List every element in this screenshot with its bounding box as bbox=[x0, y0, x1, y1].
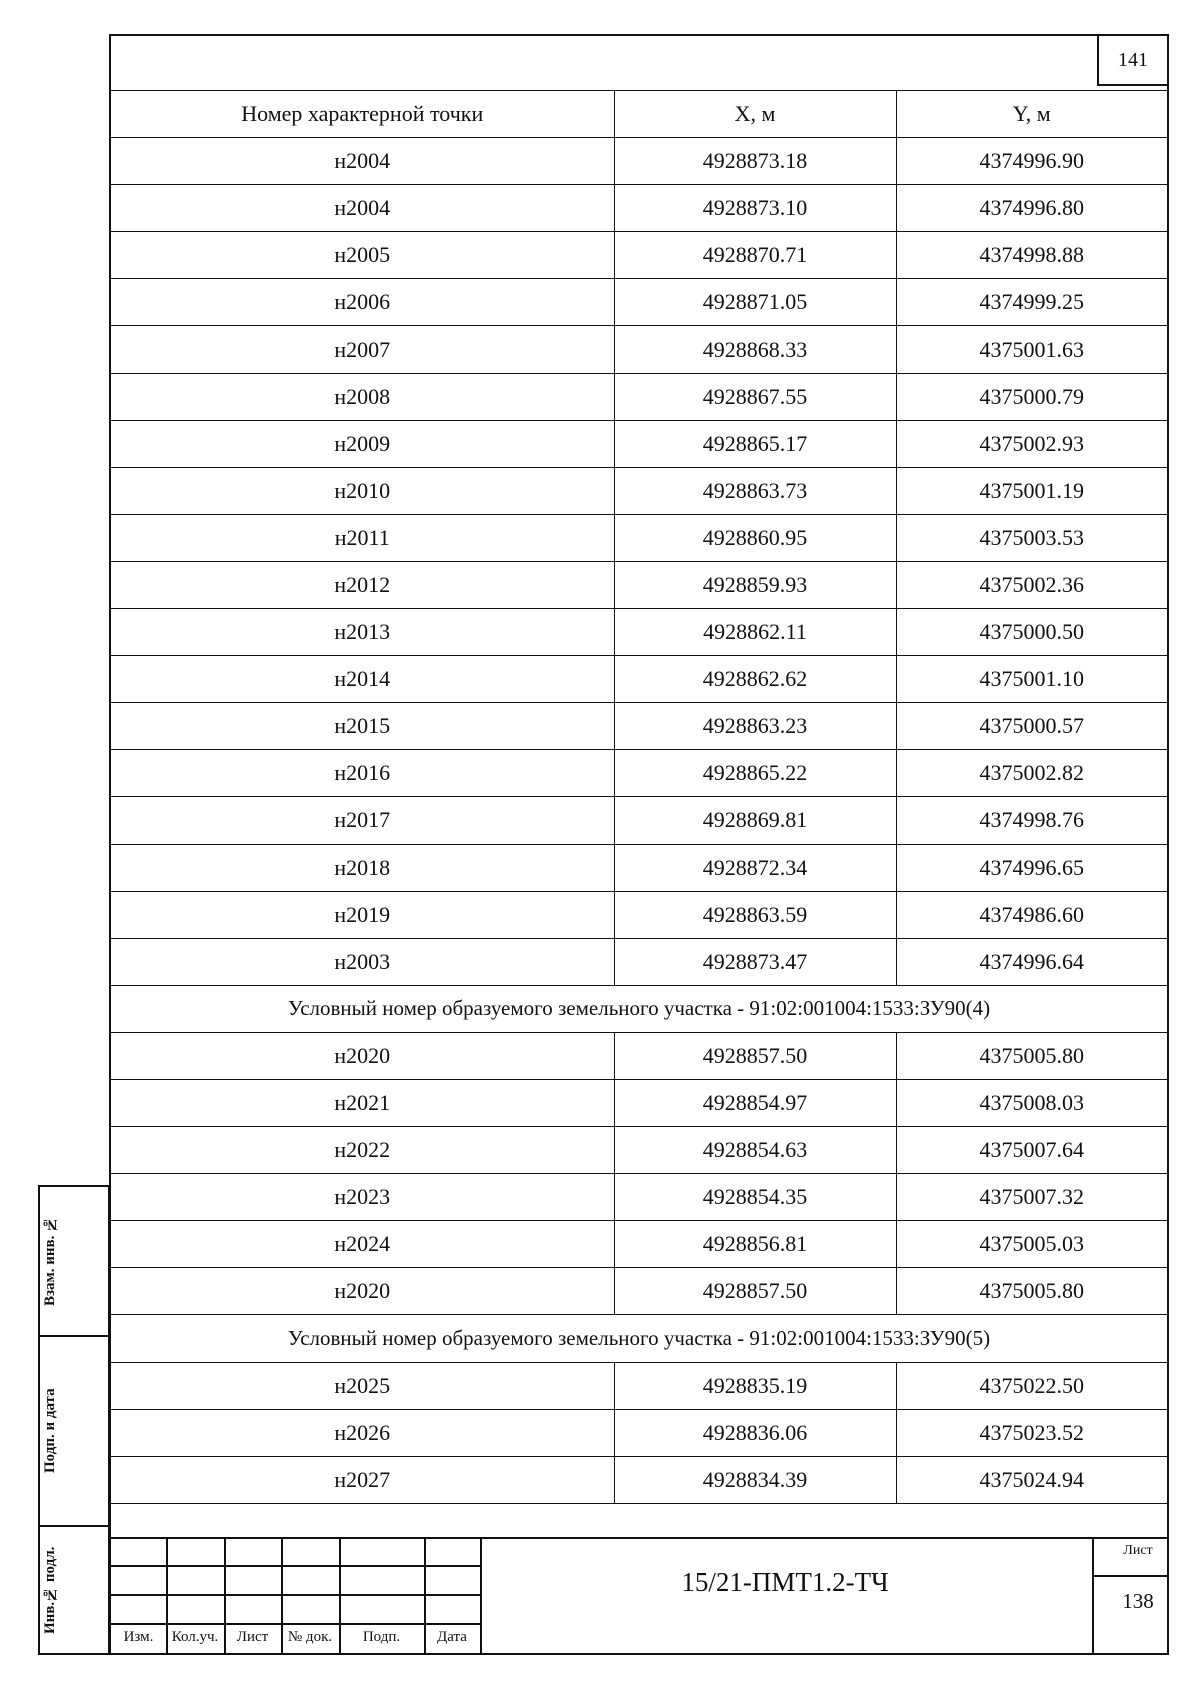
x-coordinate: 4928871.05 bbox=[614, 279, 896, 326]
y-coordinate: 4375022.50 bbox=[896, 1362, 1167, 1409]
x-coordinate: 4928860.95 bbox=[614, 514, 896, 561]
table-row bbox=[111, 1032, 1167, 1079]
table-row bbox=[111, 703, 1167, 750]
y-coordinate: 4375024.94 bbox=[896, 1456, 1167, 1503]
y-coordinate: 4375002.82 bbox=[896, 750, 1167, 797]
table-row bbox=[111, 1174, 1167, 1221]
y-coordinate: 4375001.19 bbox=[896, 467, 1167, 514]
point-number: н2013 bbox=[111, 609, 614, 656]
y-coordinate: 4375023.52 bbox=[896, 1409, 1167, 1456]
y-coordinate: 4375001.63 bbox=[896, 326, 1167, 373]
point-number: н2023 bbox=[111, 1174, 614, 1221]
col-signature: Подп. bbox=[362, 1629, 401, 1645]
col-date: Дата bbox=[437, 1629, 467, 1645]
point-number: н2015 bbox=[111, 703, 614, 750]
point-number: н2020 bbox=[111, 1032, 614, 1079]
col-izm: Изм. bbox=[123, 1629, 154, 1645]
y-coordinate: 4375001.10 bbox=[896, 656, 1167, 703]
col-doc-number: № док. bbox=[287, 1629, 333, 1645]
x-coordinate: 4928865.22 bbox=[614, 750, 896, 797]
point-number: н2008 bbox=[111, 373, 614, 420]
y-coordinate: 4375000.57 bbox=[896, 703, 1167, 750]
header-x: X, м bbox=[614, 91, 896, 138]
y-coordinate: 4375005.03 bbox=[896, 1221, 1167, 1268]
section-row bbox=[111, 985, 1167, 1032]
y-coordinate: 4374996.90 bbox=[896, 138, 1167, 185]
margin-label-vzam: Взам. инв. № bbox=[42, 1215, 58, 1307]
x-coordinate: 4928862.62 bbox=[614, 656, 896, 703]
x-coordinate: 4928862.11 bbox=[614, 609, 896, 656]
margin-stamp bbox=[38, 1185, 110, 1655]
y-coordinate: 4374999.25 bbox=[896, 279, 1167, 326]
title-block bbox=[111, 1537, 1167, 1653]
point-number: н2003 bbox=[111, 938, 614, 985]
point-number: н2026 bbox=[111, 1409, 614, 1456]
y-coordinate: 4375005.80 bbox=[896, 1268, 1167, 1315]
x-coordinate: 4928856.81 bbox=[614, 1221, 896, 1268]
x-coordinate: 4928867.55 bbox=[614, 373, 896, 420]
x-coordinate: 4928870.71 bbox=[614, 232, 896, 279]
x-coordinate: 4928854.35 bbox=[614, 1174, 896, 1221]
y-coordinate: 4374996.64 bbox=[896, 938, 1167, 985]
table-row bbox=[111, 844, 1167, 891]
table-row bbox=[111, 326, 1167, 373]
point-number: н2021 bbox=[111, 1079, 614, 1126]
x-coordinate: 4928873.18 bbox=[614, 138, 896, 185]
table-row bbox=[111, 232, 1167, 279]
col-kol-uch: Кол.уч. bbox=[171, 1629, 219, 1645]
point-number: н2022 bbox=[111, 1127, 614, 1174]
table-row bbox=[111, 561, 1167, 608]
point-number: н2018 bbox=[111, 844, 614, 891]
x-coordinate: 4928854.63 bbox=[614, 1127, 896, 1174]
x-coordinate: 4928859.93 bbox=[614, 561, 896, 608]
y-coordinate: 4374996.65 bbox=[896, 844, 1167, 891]
point-number: н2020 bbox=[111, 1268, 614, 1315]
y-coordinate: 4375007.32 bbox=[896, 1174, 1167, 1221]
x-coordinate: 4928857.50 bbox=[614, 1032, 896, 1079]
table-row bbox=[111, 373, 1167, 420]
table-row bbox=[111, 1268, 1167, 1315]
table-row bbox=[111, 185, 1167, 232]
x-coordinate: 4928863.73 bbox=[614, 467, 896, 514]
y-coordinate: 4374996.80 bbox=[896, 185, 1167, 232]
x-coordinate: 4928868.33 bbox=[614, 326, 896, 373]
y-coordinate: 4375005.80 bbox=[896, 1032, 1167, 1079]
point-number: н2024 bbox=[111, 1221, 614, 1268]
x-coordinate: 4928863.59 bbox=[614, 891, 896, 938]
x-coordinate: 4928854.97 bbox=[614, 1079, 896, 1126]
margin-label-podp: Подп. и дата bbox=[42, 1388, 58, 1474]
y-coordinate: 4374986.60 bbox=[896, 891, 1167, 938]
table-row bbox=[111, 514, 1167, 561]
table-row bbox=[111, 1362, 1167, 1409]
table-row bbox=[111, 1079, 1167, 1126]
table-row bbox=[111, 609, 1167, 656]
y-coordinate: 4375002.36 bbox=[896, 561, 1167, 608]
margin-label-inv: Инв.№ подл. bbox=[42, 1546, 58, 1634]
page-number: 141 bbox=[1097, 36, 1167, 86]
table-row bbox=[111, 467, 1167, 514]
point-number: н2014 bbox=[111, 656, 614, 703]
point-number: н2025 bbox=[111, 1362, 614, 1409]
point-number: н2027 bbox=[111, 1456, 614, 1503]
document-code: 15/21-ПМТ1.2-ТЧ bbox=[681, 1567, 889, 1597]
x-coordinate: 4928857.50 bbox=[614, 1268, 896, 1315]
table-row bbox=[111, 891, 1167, 938]
point-number: н2016 bbox=[111, 750, 614, 797]
point-number: н2006 bbox=[111, 279, 614, 326]
y-coordinate: 4375002.93 bbox=[896, 420, 1167, 467]
y-coordinate: 4375008.03 bbox=[896, 1079, 1167, 1126]
table-row bbox=[111, 1409, 1167, 1456]
x-coordinate: 4928869.81 bbox=[614, 797, 896, 844]
table-row bbox=[111, 656, 1167, 703]
table-row bbox=[111, 797, 1167, 844]
point-number: н2012 bbox=[111, 561, 614, 608]
y-coordinate: 4374998.88 bbox=[896, 232, 1167, 279]
section-title: Условный номер образуемого земельного участка - 91:02:001004:1533:ЗУ90(5) bbox=[111, 1315, 1167, 1362]
table-row bbox=[111, 420, 1167, 467]
table-row bbox=[111, 1127, 1167, 1174]
col-list: Лист bbox=[236, 1629, 269, 1645]
section-title: Условный номер образуемого земельного участка - 91:02:001004:1533:ЗУ90(4) bbox=[111, 985, 1167, 1032]
point-number: н2004 bbox=[111, 185, 614, 232]
sheet-label: Лист bbox=[1123, 1543, 1153, 1558]
x-coordinate: 4928872.34 bbox=[614, 844, 896, 891]
sheet-number: 138 bbox=[1122, 1589, 1154, 1613]
y-coordinate: 4375003.53 bbox=[896, 514, 1167, 561]
table-row bbox=[111, 1221, 1167, 1268]
point-number: н2007 bbox=[111, 326, 614, 373]
table-row bbox=[111, 1456, 1167, 1503]
table-row bbox=[111, 938, 1167, 985]
point-number: н2019 bbox=[111, 891, 614, 938]
x-coordinate: 4928835.19 bbox=[614, 1362, 896, 1409]
table-header-row bbox=[111, 91, 1167, 138]
point-number: н2017 bbox=[111, 797, 614, 844]
point-number: н2011 bbox=[111, 514, 614, 561]
y-coordinate: 4374998.76 bbox=[896, 797, 1167, 844]
header-point: Номер характерной точки bbox=[111, 91, 614, 138]
point-number: н2010 bbox=[111, 467, 614, 514]
table-row bbox=[111, 279, 1167, 326]
point-number: н2009 bbox=[111, 420, 614, 467]
coordinates-table bbox=[111, 90, 1167, 1504]
table-row bbox=[111, 138, 1167, 185]
x-coordinate: 4928863.23 bbox=[614, 703, 896, 750]
x-coordinate: 4928865.17 bbox=[614, 420, 896, 467]
header-y: Y, м bbox=[896, 91, 1167, 138]
point-number: н2005 bbox=[111, 232, 614, 279]
y-coordinate: 4375000.79 bbox=[896, 373, 1167, 420]
y-coordinate: 4375000.50 bbox=[896, 609, 1167, 656]
x-coordinate: 4928873.10 bbox=[614, 185, 896, 232]
point-number: н2004 bbox=[111, 138, 614, 185]
table-row bbox=[111, 750, 1167, 797]
section-row bbox=[111, 1315, 1167, 1362]
drawing-frame bbox=[109, 34, 1169, 1655]
x-coordinate: 4928836.06 bbox=[614, 1409, 896, 1456]
x-coordinate: 4928834.39 bbox=[614, 1456, 896, 1503]
x-coordinate: 4928873.47 bbox=[614, 938, 896, 985]
y-coordinate: 4375007.64 bbox=[896, 1127, 1167, 1174]
